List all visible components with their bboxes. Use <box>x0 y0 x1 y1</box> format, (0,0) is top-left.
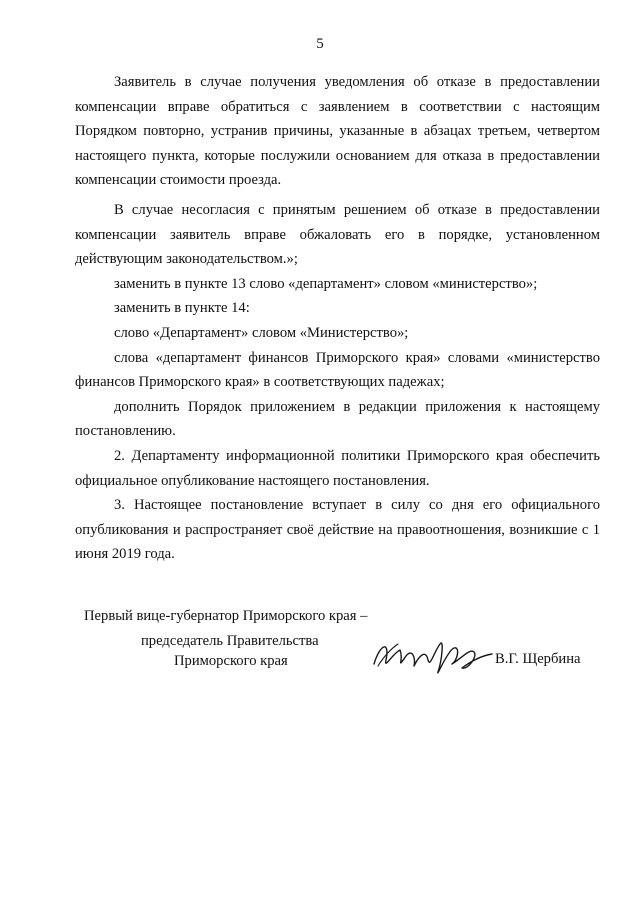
paragraph-amend-item-14: заменить в пункте 14: <box>114 300 250 317</box>
paragraph-add-appendix: дополнить Порядок приложением в редакции приложения к настоящему постановлению. <box>75 398 600 440</box>
paragraph-appeal: В случае несогласия с принятым решением об отказе в предоставлении компенсации заявитель вправе обжаловать его в порядке, установленном действующим законодательством.»; <box>75 201 600 268</box>
handwritten-signature-icon <box>370 630 500 680</box>
paragraph-amend-finance-department: слова «департамент финансов Приморского края» словами «министерство финансов Приморского края» в соответствующих падежах; <box>75 349 600 391</box>
signer-title-line-1: Первый вице-губернатор Приморского края – <box>84 608 368 624</box>
signer-title-line-3: Приморского края <box>174 653 288 669</box>
paragraph-amend-department-word: слово «Департамент» словом «Министерство»; <box>114 324 409 341</box>
signature-block <box>0 608 640 688</box>
signer-title-line-2: председатель Правительства <box>141 633 319 649</box>
paragraph-amend-item-13: заменить в пункте 13 слово «департамент» словом «министерство»; <box>114 275 538 292</box>
paragraph-point-2: 2. Департаменту информационной политики Приморского края обеспечить официальное опубликование настоящего постановления. <box>75 447 600 489</box>
paragraph-resubmission: Заявитель в случае получения уведомления об отказе в предоставлении компенсации вправе обратиться с заявлением в соответствии с настоящим Порядком повторно, устранив причины, указанные в абзацах третьем, четвертом настоящего пункта, которые послужили основанием для отказа в предоставлении компенсации стоимости проезда. <box>75 74 600 189</box>
page-number: 5 <box>316 36 324 52</box>
signer-name: В.Г. Щербина <box>495 651 581 667</box>
paragraph-point-3: 3. Настоящее постановление вступает в силу со дня его официального опубликования и распространяет своё действие на правоотношения, возникшие с 1 июня 2019 года. <box>75 497 600 563</box>
document-body <box>75 70 600 567</box>
